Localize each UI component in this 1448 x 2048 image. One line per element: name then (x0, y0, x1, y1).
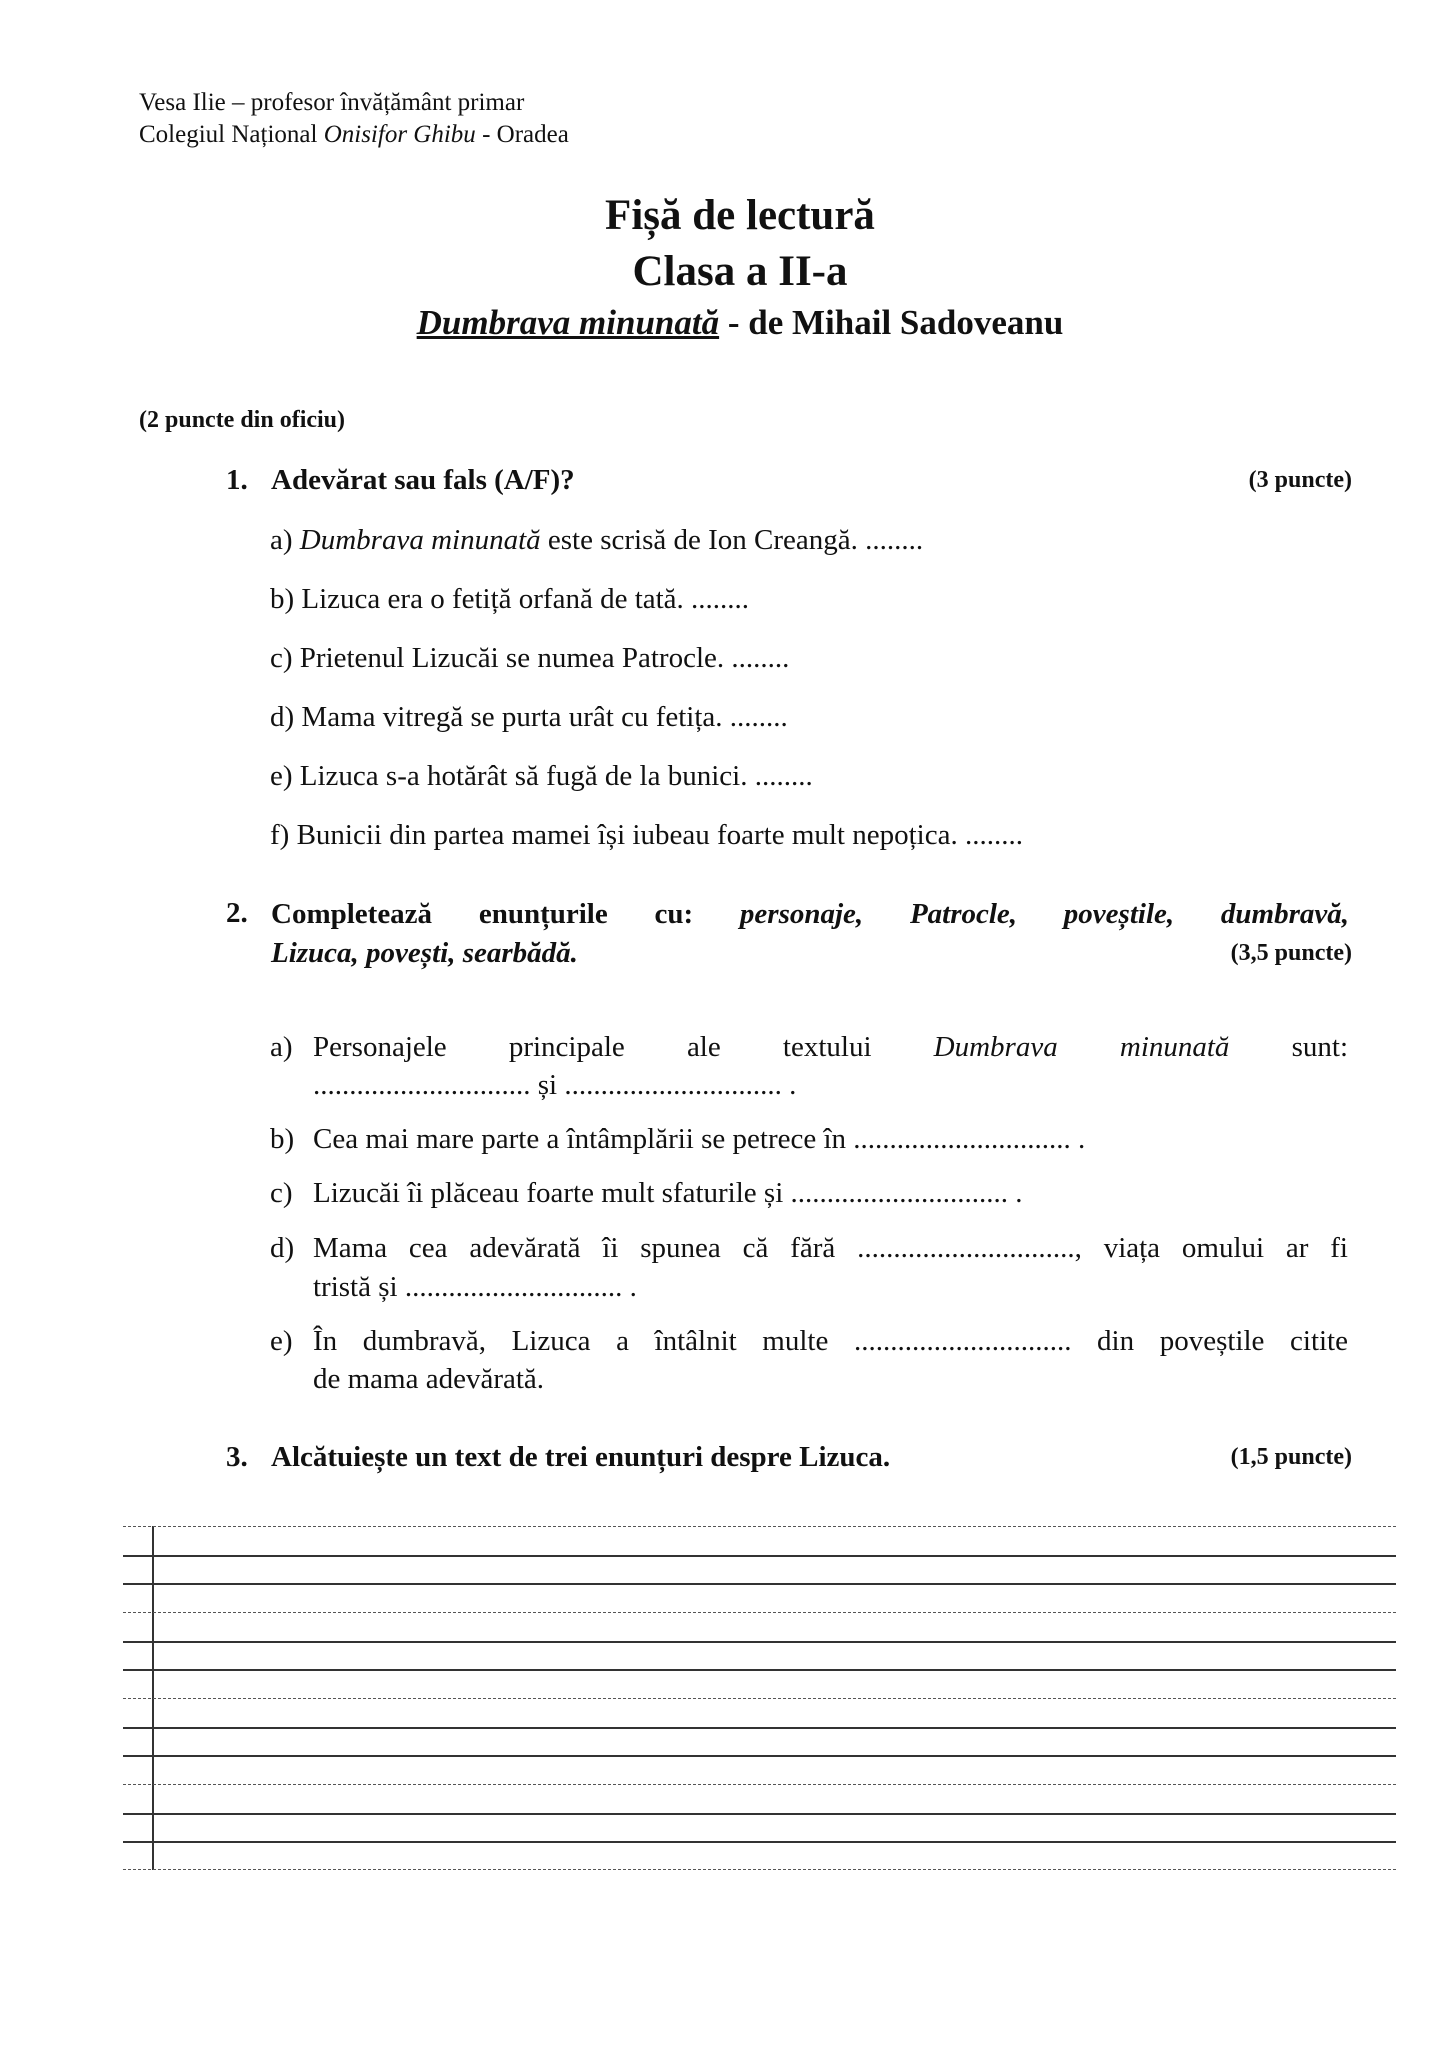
exercise1-points: (3 puncte) (1248, 467, 1352, 493)
school-name-italic: Onisifor Ghibu (323, 121, 476, 148)
exercise2-word-bank-2: Lizuca, povești, searbădă. (271, 937, 578, 969)
school-line (139, 120, 569, 150)
author-line: Vesa Ilie – profesor învățământ primar (139, 89, 525, 116)
item-a-line1-work-title: Dumbrava minunată (933, 1031, 1230, 1063)
item-a-line1-end: sunt: (1229, 1031, 1348, 1063)
item-a-line1-start: Personajele principale ale textului (313, 1031, 934, 1063)
exercise2-item-e-line1: În dumbravă, Lizuca a întâlnit multe .............................. din poveștile citite (313, 1325, 1348, 1357)
writing-solid-line (123, 1583, 1396, 1585)
writing-dotted-line (123, 1612, 1396, 1613)
exercise2-item-e-letter: e) (270, 1325, 293, 1357)
exercise3-points: (1,5 puncte) (1230, 1444, 1352, 1470)
exercise2-item-a-line1 (313, 1028, 1348, 1066)
exercise2-item-c-text: Lizucăi îi plăceau foarte mult sfaturile și .............................. . (313, 1177, 1023, 1209)
work-title-line (0, 302, 1448, 344)
writing-solid-line (123, 1555, 1396, 1557)
exercise1-item-a (270, 522, 923, 558)
exercise1-number: 1. (226, 464, 248, 496)
writing-area[interactable] (123, 1526, 1396, 1870)
writing-solid-line (123, 1727, 1396, 1729)
writing-dotted-line (123, 1526, 1396, 1527)
writing-solid-line (123, 1641, 1396, 1643)
exercise2-points: (3,5 puncte) (1230, 940, 1352, 966)
grade-title: Clasa a II-a (632, 248, 848, 295)
writing-solid-line (123, 1841, 1396, 1843)
writing-dotted-line (123, 1869, 1396, 1870)
exercise2-item-c-letter: c) (270, 1177, 293, 1209)
office-points: (2 puncte din oficiu) (139, 407, 346, 433)
exercise2-item-b-letter: b) (270, 1123, 295, 1155)
work-author: - de Mihail Sadoveanu (719, 303, 1064, 342)
writing-solid-line (123, 1669, 1396, 1671)
item-a-work-title: Dumbrava minunată (299, 524, 541, 556)
exercise2-prompt-line1 (271, 895, 1349, 933)
exercise2-word-bank-1: personaje, Patrocle, poveștile, dumbravă, (739, 898, 1349, 930)
school-prefix: Colegiul Național (139, 121, 324, 148)
writing-dotted-line (123, 1784, 1396, 1785)
exercise2-item-b-text: Cea mai mare parte a întâmplării se petrece în .............................. . (313, 1123, 1086, 1155)
exercise2-prompt-plain: Completează enunțurile cu: (271, 898, 740, 930)
item-a-suffix: este scrisă de Ion Creangă. ........ (540, 524, 924, 556)
exercise1-item-f: f) Bunicii din partea mamei își iubeau foarte mult nepoțica. ........ (270, 819, 1023, 851)
exercise1-prompt: Adevărat sau fals (A/F)? (271, 464, 575, 496)
writing-solid-line (123, 1755, 1396, 1757)
writing-dotted-line (123, 1698, 1396, 1699)
exercise2-item-e-line2: de mama adevărată. (313, 1363, 545, 1395)
item-a-prefix: a) (270, 524, 300, 556)
exercise2-item-d-letter: d) (270, 1232, 295, 1264)
exercise2-item-d-line1: Mama cea adevărată îi spunea că fără .............................., viața omului ar fi (313, 1232, 1348, 1264)
exercise3-number: 3. (226, 1441, 248, 1473)
exercise2-item-a-line2: .............................. și .............................. . (313, 1069, 797, 1101)
school-suffix: - Oradea (475, 121, 569, 148)
exercise3-prompt: Alcătuiește un text de trei enunțuri despre Lizuca. (271, 1441, 891, 1473)
page-title: Fișă de lectură (605, 192, 875, 239)
exercise2-item-d-line2: tristă și .............................. . (313, 1271, 637, 1303)
exercise1-item-e: e) Lizuca s-a hotărât să fugă de la bunici. ........ (270, 760, 813, 792)
exercise1-item-d: d) Mama vitregă se purta urât cu fetița. ........ (270, 701, 788, 733)
exercise2-number: 2. (226, 897, 248, 929)
work-title: Dumbrava minunată (416, 303, 720, 342)
exercise1-item-c: c) Prietenul Lizucăi se numea Patrocle. ........ (270, 642, 790, 674)
exercise1-item-b: b) Lizuca era o fetiță orfană de tată. ........ (270, 583, 750, 615)
exercise2-item-a-letter: a) (270, 1031, 293, 1063)
writing-solid-line (123, 1813, 1396, 1815)
